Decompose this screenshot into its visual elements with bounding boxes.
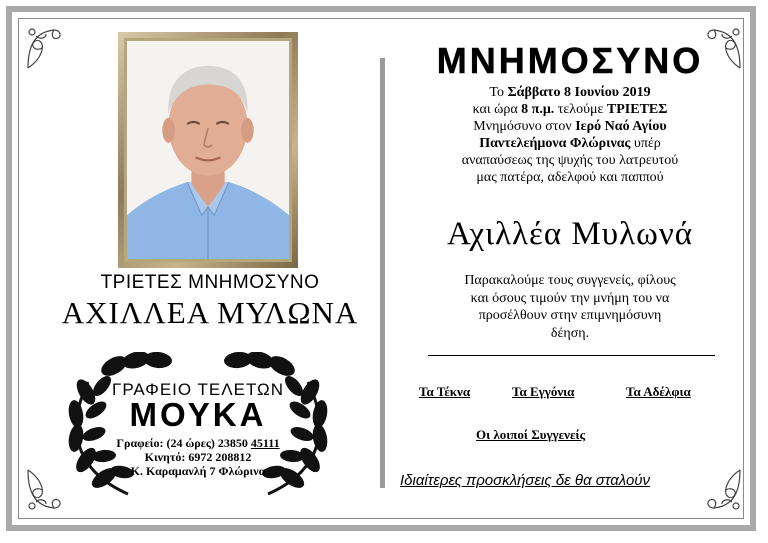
logo-subtitle: ΓΡΑΦΕΙΟ ΤΕΛΕΤΩΝ <box>111 380 285 399</box>
signature-grandchildren: Τα Εγγόνια <box>512 384 575 399</box>
separator-line <box>428 355 715 356</box>
mobile-phone: Κινητό: 6972 208812 <box>144 450 252 464</box>
address: Κ. Καραμανλή 7 Φλώρινα <box>130 464 266 478</box>
corner-ornament-icon <box>696 466 744 514</box>
office-phone: Γραφείο: (24 ώρες) 23850 45111 <box>116 436 280 450</box>
deceased-name: Αχιλλέα Μυλωνά <box>446 216 694 252</box>
footer-note: Ιδιαίτερες προσκλήσεις δε θα σταλούν <box>400 472 651 489</box>
logo-contact <box>58 436 338 478</box>
signature-children: Τα Τέκνα <box>419 384 471 399</box>
funeral-home-logo <box>58 352 338 502</box>
signature-siblings: Τα Αδέλφια <box>626 384 691 399</box>
left-deceased-name: ΑΧΙΛΛΕΑ ΜΥΛΩΝΑ <box>61 295 359 330</box>
signature-other-relatives: Οι λοιποί Συγγενείς <box>476 427 586 442</box>
request-text: Παρακαλούμε τους συγγενείς, φίλους και όσους τιμούν την μνήμη του να προσέλθουν στην επιμνημόσυνη δέηση. <box>464 273 676 341</box>
logo-name: ΜΟΥΚΑ <box>129 396 267 433</box>
memorial-title: ΜΝΗΜΟΣΥΝΟ <box>436 40 704 81</box>
portrait-photo <box>127 41 289 259</box>
left-memorial-title: ΤΡΙΕΤΕΣ ΜΝΗΜΟΣΥΝΟ <box>100 272 320 293</box>
photo-frame <box>118 32 298 268</box>
corner-ornament-icon <box>24 24 72 72</box>
vertical-divider <box>380 58 385 488</box>
announcement-text: Το Σάββατο 8 Ιουνίου 2019 και ώρα 8 π.μ. τελούμε ΤΡΙΕΤΕΣ Μνημόσυνο στον Ιερό Ναό Αγίου Παντελεήμονα Φλώρινας υπέρ αναπαύσεως της ψυχής του λατρευτού μας πατέρα, αδελφού και παππού <box>461 85 679 185</box>
